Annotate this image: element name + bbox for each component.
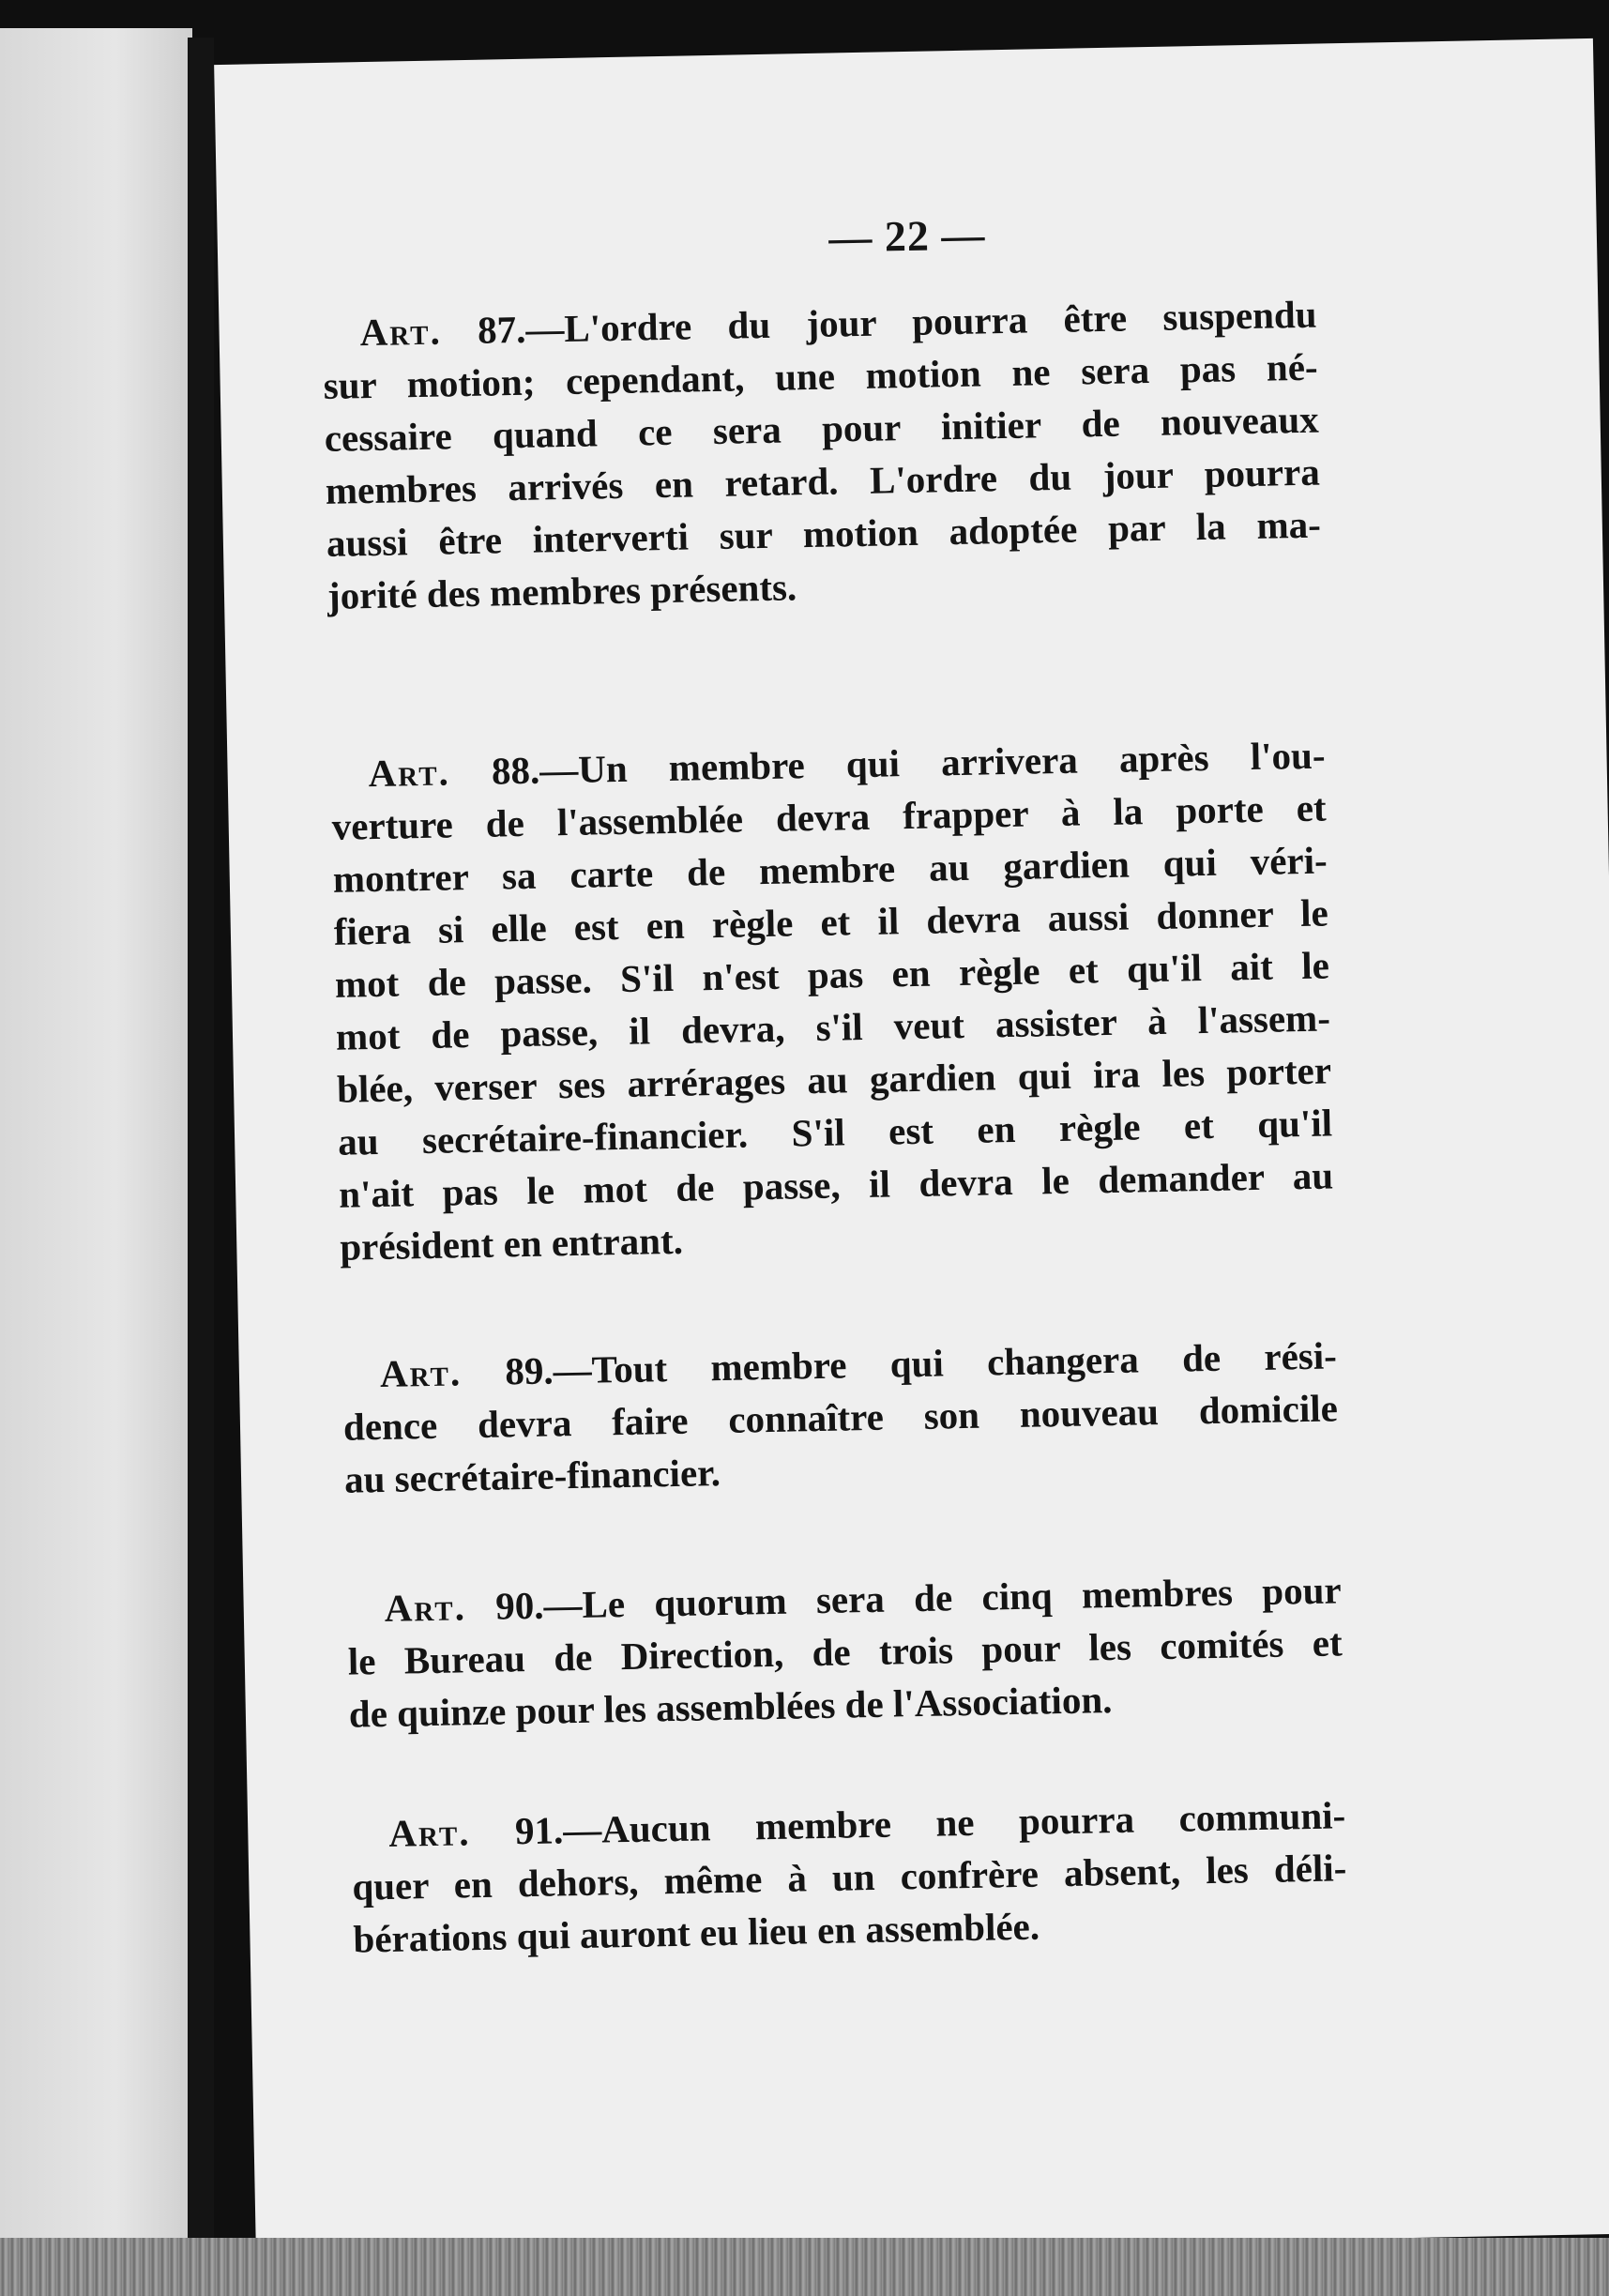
article-line: mot de passe, il devra, s'il veut assister à l'assem- <box>335 996 1331 1058</box>
book-spine <box>188 38 214 2243</box>
article-line: aussi être interverti sur motion adoptée par la ma- <box>326 502 1322 565</box>
article-87 <box>322 288 1322 622</box>
page-number: — 22 — <box>827 210 986 262</box>
article-line: au secrétaire-financier. S'il est en règle et qu'il <box>337 1101 1333 1163</box>
article-line: —L'ordre du jour pourra être suspendu <box>524 292 1317 351</box>
article-91 <box>351 1788 1348 1965</box>
article-label: Art. <box>379 1350 463 1395</box>
article-line: —Aucun membre ne pourra communi- <box>562 1793 1346 1852</box>
scan-bottom-edge <box>0 2238 1609 2296</box>
article-90 <box>346 1563 1343 1740</box>
article-label: Art. <box>368 750 451 796</box>
article-line: président en entrant. <box>339 1218 684 1269</box>
article-line: n'ait pas le mot de passe, il devra le demander au <box>338 1153 1334 1216</box>
article-line: montrer sa carte de membre au gardien qui véri- <box>332 838 1328 901</box>
article-89 <box>342 1329 1339 1505</box>
article-line: cessaire quand ce sera pour initier de nouveaux <box>324 397 1320 460</box>
article-line: blée, verser ses arrérages au gardien qui ira les porter <box>336 1048 1332 1111</box>
article-line: jorité des membres présents. <box>326 565 797 617</box>
article-line: sur motion; cependant, une motion ne sera pas né- <box>323 344 1318 407</box>
article-number: 90. <box>494 1583 544 1628</box>
article-line: mot de passe. S'il n'est pas en règle et qu'il ait le <box>334 943 1330 1006</box>
article-line: le Bureau de Direction, de trois pour les comités et <box>347 1620 1343 1683</box>
article-line: quer en dehors, même à un confrère absent, les déli- <box>351 1846 1347 1908</box>
left-page-edge <box>0 28 192 2243</box>
article-number: 89. <box>504 1348 554 1393</box>
article-number: 91. <box>514 1808 564 1853</box>
article-line: —Tout membre qui changera de rési- <box>553 1333 1338 1392</box>
article-number: 87. <box>477 307 526 352</box>
article-line: membres arrivés en retard. L'ordre du jour pourra <box>325 449 1321 512</box>
article-label: Art. <box>359 309 443 355</box>
article-line: verture de l'assemblée devra frapper à la porte et <box>331 785 1327 848</box>
article-line: —Le quorum sera de cinq membres pour <box>543 1568 1342 1627</box>
document-page <box>214 38 1609 2260</box>
article-88 <box>330 729 1335 1273</box>
article-line: de quinze pour les assemblées de l'Association. <box>348 1678 1113 1736</box>
article-line: bérations qui auront eu lieu en assemblée. <box>353 1904 1040 1961</box>
article-line: —Un membre qui arrivera après l'ou- <box>539 733 1326 792</box>
article-number: 88. <box>491 748 540 793</box>
article-label: Art. <box>387 1810 471 1855</box>
article-line: fiera si elle est en règle et il devra aussi donner le <box>333 890 1329 953</box>
article-line: au secrétaire-financier. <box>343 1451 721 1501</box>
article-label: Art. <box>384 1585 467 1630</box>
article-line: dence devra faire connaître son nouveau domicile <box>342 1386 1339 1449</box>
